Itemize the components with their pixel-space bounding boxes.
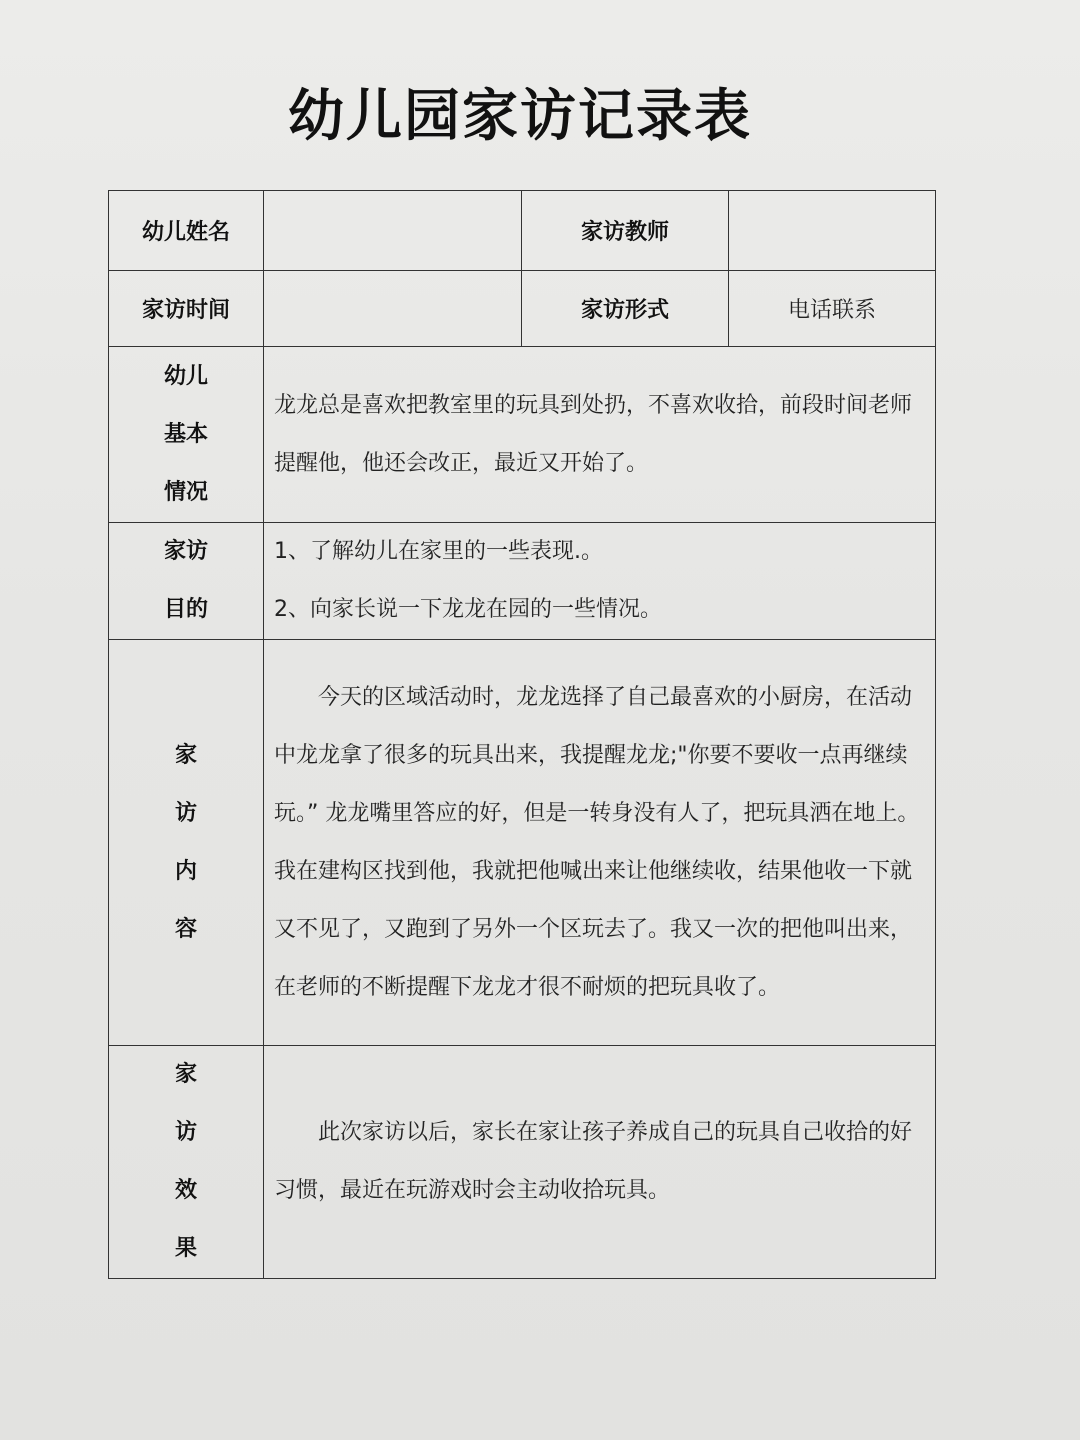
content-text: 今天的区域活动时，龙龙选择了自己最喜欢的小厨房，在活动中龙龙拿了很多的玩具出来，我提醒龙龙;"你要不要收一点再继续玩。” 龙龙嘴里答应的好，但是一转身没有人了，把玩具洒在地上。我在建构区找到他，我就把他喊出来让他继续收，结果他收一下就又不见了，又跑到了另外一个区玩去了。我又一次的把他叫出来，在老师的不断提醒下龙龙才很不耐烦的把玩具收了。 [274, 684, 920, 1000]
effect-text: 此次家访以后，家长在家让孩子养成自己的玩具自己收拾的好习惯，最近在玩游戏时会主动收拾玩具。 [274, 1120, 913, 1203]
purpose-label-line: 家访 [163, 539, 208, 564]
teacher-label: 家访教师 [522, 191, 729, 271]
purpose-item: 1、了解幼儿在家里的一些表现.。 [274, 539, 603, 564]
form-title: 幼儿园家访记录表 [288, 84, 752, 149]
content-label [109, 640, 264, 1046]
content-label-line: 访 [174, 800, 197, 826]
row-time-form [109, 271, 936, 347]
purpose-text-cell [264, 523, 936, 640]
row-name-teacher [109, 191, 936, 271]
effect-label-line: 果 [174, 1236, 197, 1261]
effect-label [109, 1046, 264, 1279]
content-text-cell [264, 640, 936, 1046]
content-label-line: 内 [174, 858, 197, 884]
row-effect [109, 1046, 936, 1279]
purpose-item: 2、向家长说一下龙龙在园的一些情况。 [274, 597, 662, 622]
effect-text-cell [264, 1046, 936, 1279]
basic-info-text-cell [264, 347, 936, 523]
effect-label-line: 家 [174, 1062, 197, 1087]
effect-label-line: 效 [174, 1178, 197, 1203]
basic-info-label-line: 情况 [163, 479, 208, 505]
visit-form-label: 家访形式 [522, 271, 729, 347]
content-label-line: 容 [174, 916, 197, 942]
basic-info-label-line: 基本 [163, 421, 208, 447]
child-name-label: 幼儿姓名 [109, 191, 264, 271]
purpose-label-line: 目的 [163, 597, 208, 622]
effect-label-line: 访 [174, 1120, 197, 1145]
row-basic-info [109, 347, 936, 523]
home-visit-record-table [108, 190, 936, 1279]
content-label-line: 家 [174, 742, 197, 768]
basic-info-text: 龙龙总是喜欢把教室里的玩具到处扔，不喜欢收拾，前段时间老师提醒他，他还会改正，最近又开始了。 [274, 392, 913, 476]
child-name-field [264, 191, 522, 271]
basic-info-label-line: 幼儿 [163, 363, 208, 389]
visit-time-field [264, 271, 522, 347]
basic-info-label [109, 347, 264, 523]
row-purpose [109, 523, 936, 640]
purpose-label [109, 523, 264, 640]
teacher-field [729, 191, 936, 271]
visit-time-label: 家访时间 [109, 271, 264, 347]
row-content [109, 640, 936, 1046]
visit-form-value: 电话联系 [729, 271, 936, 347]
